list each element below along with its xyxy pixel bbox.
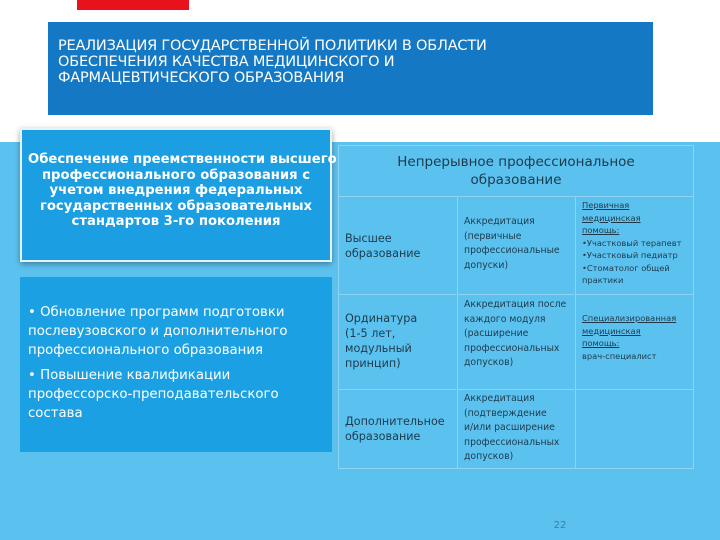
cell-line: допусков)	[464, 451, 514, 462]
table-cell-accreditation	[457, 390, 574, 468]
cell-line: Высшее	[345, 232, 392, 245]
cell-line: помощь:	[582, 225, 620, 235]
cell-line: •Участковый терапевт	[582, 237, 682, 248]
page-number: 22	[553, 520, 567, 531]
table-cell-accreditation	[457, 295, 574, 390]
cell-line: Первичная	[582, 200, 630, 210]
cell-line: медицинская	[582, 212, 641, 223]
table-header	[339, 146, 693, 197]
table-header-line: образование	[470, 172, 562, 188]
bullet-line: послевузовского и дополнительного	[28, 324, 288, 339]
cell-line: Аккредитация	[464, 393, 535, 404]
cell-line: профессиональных	[464, 436, 560, 448]
continuity-card-line: учетом внедрения федеральных	[49, 183, 303, 198]
cell-line: профессиональных	[464, 342, 560, 354]
cell-line: (подтверждение	[464, 407, 547, 419]
education-table	[338, 145, 694, 469]
cell-line: образование	[345, 430, 421, 443]
red-accent-bar	[77, 0, 189, 10]
continuity-card-line: стандартов 3-го поколения	[71, 214, 281, 229]
table-cell-accreditation	[457, 197, 574, 295]
cell-line: Специализированная	[582, 313, 677, 323]
cell-line: медицинская	[582, 325, 641, 336]
bullet-line: состава	[28, 406, 83, 421]
table-cell-level	[339, 390, 456, 468]
cell-line: каждого модуля	[464, 313, 546, 325]
slide-title	[48, 22, 653, 115]
cell-line: помощь:	[582, 338, 620, 348]
continuity-card-line: государственных образовательных	[39, 198, 313, 214]
continuity-card	[20, 128, 337, 262]
table-header-line: Непрерывное профессиональное	[397, 154, 635, 170]
cell-line: •Стоматолог общей	[582, 262, 670, 273]
cell-line: принцип)	[345, 357, 401, 370]
table-cell-empty	[575, 390, 693, 468]
cell-line: модульный	[345, 342, 412, 355]
bullet-line: • Повышение квалификации	[28, 368, 231, 383]
table-cell-care	[575, 197, 693, 295]
cell-line: Дополнительное	[345, 415, 445, 428]
bullet-line: профессорско-преподавательского	[28, 387, 279, 402]
cell-line: допуски)	[464, 259, 509, 271]
bullet-list	[20, 277, 332, 452]
continuity-card-line: Обеспечение преемственности высшего	[28, 152, 337, 167]
cell-line: образование	[345, 247, 421, 260]
continuity-card-line: профессионального образования с	[41, 167, 311, 183]
cell-line: (1-5 лет,	[345, 327, 396, 340]
cell-line: •Участковый педиатр	[582, 250, 678, 260]
cell-line: Аккредитация после	[464, 299, 567, 310]
cell-line: врач-специалист	[582, 350, 657, 361]
cell-line: Ординатура	[345, 312, 418, 325]
bullet-line: • Обновление программ подготовки	[28, 305, 285, 320]
cell-line: Аккредитация	[464, 216, 535, 227]
cell-line: допусков)	[464, 357, 514, 368]
bullet-item	[28, 366, 326, 423]
slide-title-line: РЕАЛИЗАЦИЯ ГОСУДАРСТВЕННОЙ ПОЛИТИКИ В ОБЛАСТИ	[58, 38, 487, 54]
cell-line: (расширение	[464, 328, 529, 339]
bullet-item	[28, 303, 326, 360]
cell-line: (первичные	[464, 230, 522, 242]
slide-title-line: ФАРМАЦЕВТИЧЕСКОГО ОБРАЗОВАНИЯ	[58, 70, 345, 86]
cell-line: практики	[582, 275, 624, 285]
table-cell-level	[339, 197, 456, 295]
table-cell-level	[339, 295, 456, 390]
bullet-line: профессионального образования	[28, 343, 264, 358]
slide-title-line: ОБЕСПЕЧЕНИЯ КАЧЕСТВА МЕДИЦИНСКОГО И	[58, 54, 395, 70]
table-cell-care	[575, 295, 693, 390]
cell-line: и/или расширение	[464, 422, 555, 433]
cell-line: профессиональные	[464, 245, 560, 256]
